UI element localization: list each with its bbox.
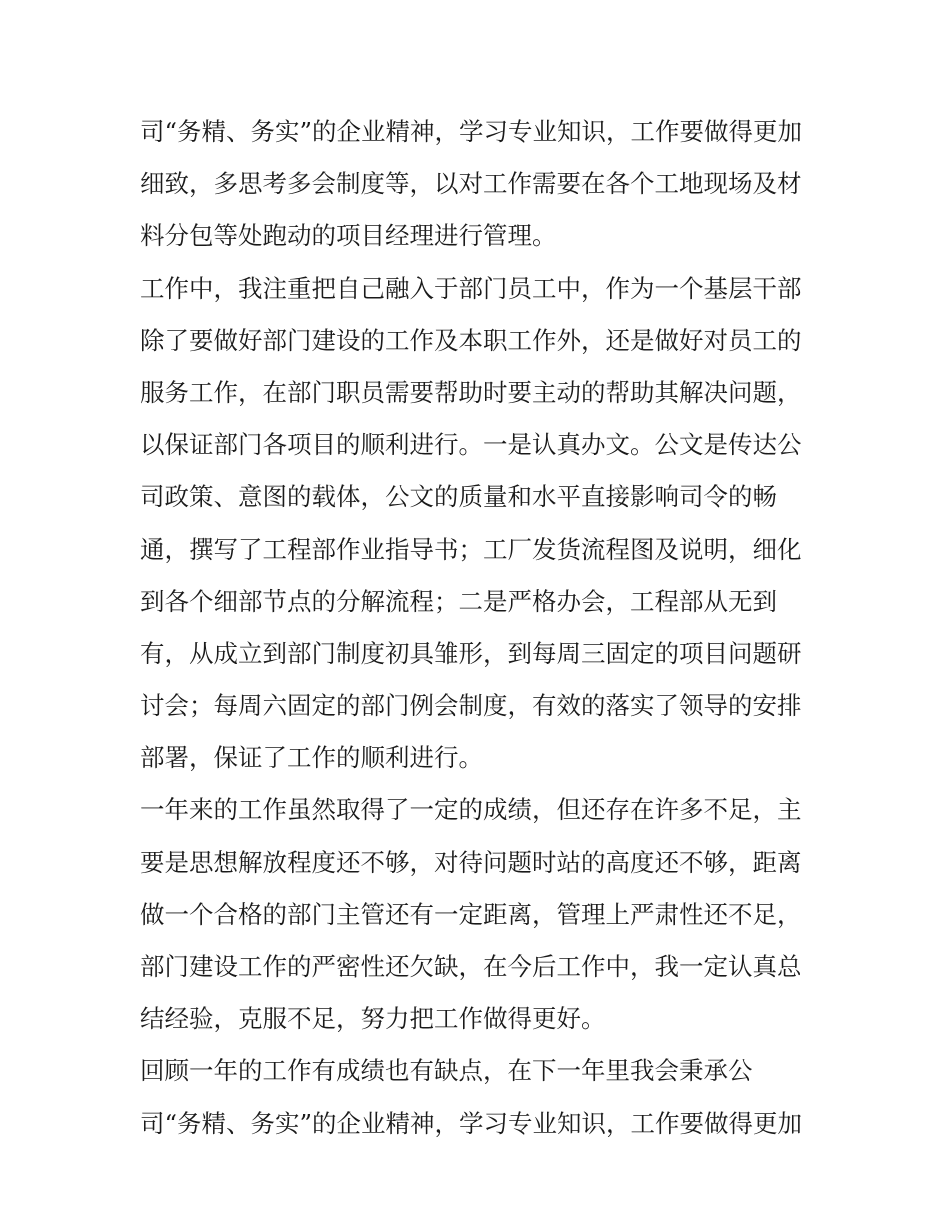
text-line: 回顾一年的工作有成绩也有缺点，在下一年里我会秉承公 xyxy=(140,1056,753,1086)
text-line: 到各个细部节点的分解流程；二是严格办会，工程部从无到 xyxy=(140,586,777,616)
text-line: 司“务精、务实”的企业精神，学习专业知识，工作要做得更加 xyxy=(140,117,803,146)
text-line: 部门建设工作的严密性还欠缺，在今后工作中，我一定认真总 xyxy=(140,952,802,981)
text-line: 工作中，我注重把自己融入于部门员工中，作为一个基层干部 xyxy=(140,273,802,303)
text-line: 服务工作，在部门职员需要帮助时要主动的帮助其解决问题， xyxy=(140,377,802,407)
text-line: 以保证部门各项目的顺利进行。一是认真办文。公文是传达公 xyxy=(140,430,802,460)
text-line: 要是思想解放程度还不够，对待问题时站的高度还不够，距离 xyxy=(140,847,802,877)
text-line: 料分包等处跑动的项目经理进行管理。 xyxy=(140,221,557,251)
text-line: 细致，多思考多会制度等，以对工作需要在各个工地现场及材 xyxy=(140,169,802,199)
text-line: 司政策、意图的载体，公文的质量和水平直接影响司令的畅 xyxy=(140,482,777,512)
document-body xyxy=(140,106,820,1150)
text-line: 部署，保证了工作的顺利进行。 xyxy=(140,743,483,773)
text-line: 做一个合格的部门主管还有一定距离，管理上严肃性还不足， xyxy=(140,899,802,929)
text-line: 通，撰写了工程部作业指导书；工厂发货流程图及说明，细化 xyxy=(140,534,802,564)
text-line: 结经验，克服不足，努力把工作做得更好。 xyxy=(140,1004,606,1034)
text-line: 司“务精、务实”的企业精神，学习专业知识，工作要做得更加 xyxy=(140,1108,803,1138)
text-line: 有，从成立到部门制度初具雏形，到每周三固定的项目问题研 xyxy=(140,638,802,668)
text-line: 一年来的工作虽然取得了一定的成绩，但还存在许多不足，主 xyxy=(140,795,802,825)
text-line: 除了要做好部门建设的工作及本职工作外，还是做好对员工的 xyxy=(140,325,802,355)
text-line: 讨会；每周六固定的部门例会制度，有效的落实了领导的安排 xyxy=(140,691,802,721)
